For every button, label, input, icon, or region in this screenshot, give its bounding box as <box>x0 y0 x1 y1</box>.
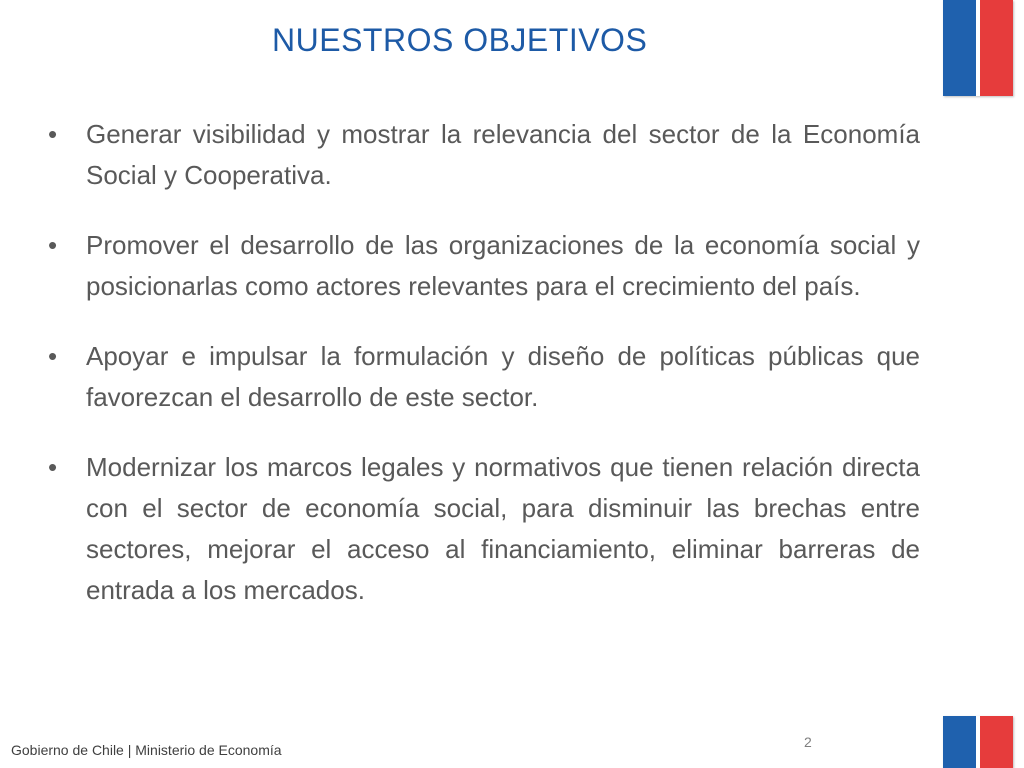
flag-red-stripe <box>980 716 1013 768</box>
list-item <box>48 447 920 611</box>
footer-organization: Gobierno de Chile | Ministerio de Economía <box>11 742 282 758</box>
list-item <box>48 336 920 418</box>
chile-flag-stripe-icon <box>943 0 1013 96</box>
list-item <box>48 225 920 307</box>
bullet-icon: • <box>48 230 58 260</box>
objectives-list <box>48 114 920 640</box>
bullet-icon: • <box>48 341 58 371</box>
page-number: 2 <box>804 734 812 750</box>
bullet-icon: • <box>48 119 58 149</box>
list-item <box>48 114 920 196</box>
flag-blue-stripe <box>943 716 976 768</box>
bullet-text: Modernizar los marcos legales y normativos que tienen relación directa con el sector de economía social, para disminuir las brechas entre sectores, mejorar el acceso al financiamiento, eliminar barreras de entrada a los mercados. <box>86 452 920 605</box>
bullet-icon: • <box>48 452 58 482</box>
bullet-text: Promover el desarrollo de las organizaciones de la economía social y posicionarlas como actores relevantes para el crecimiento del país. <box>86 230 920 301</box>
bullet-text: Apoyar e impulsar la formulación y diseño de políticas públicas que favorezcan el desarrollo de este sector. <box>86 341 920 412</box>
slide-title: NUESTROS OBJETIVOS <box>272 22 648 58</box>
flag-blue-stripe <box>943 0 976 96</box>
flag-red-stripe <box>980 0 1013 96</box>
bullet-text: Generar visibilidad y mostrar la relevancia del sector de la Economía Social y Cooperativa. <box>86 119 920 190</box>
chile-flag-stripe-icon <box>943 716 1013 768</box>
